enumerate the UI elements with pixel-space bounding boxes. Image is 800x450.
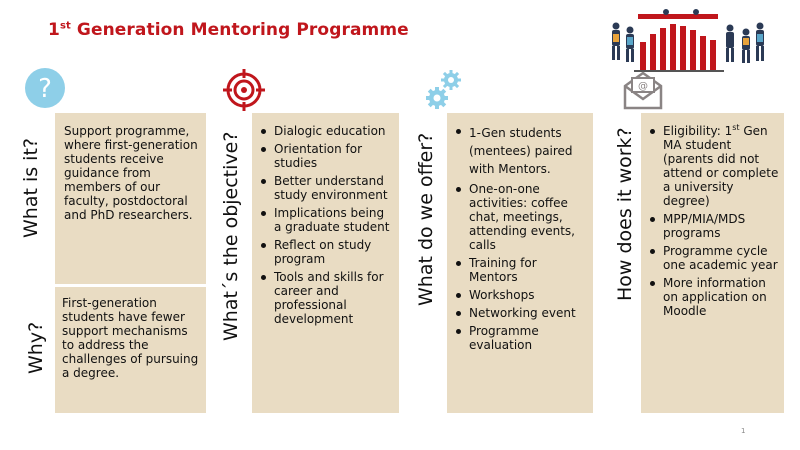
slide-title: 1st Generation Mentoring Programme xyxy=(48,20,409,40)
list-item: Better understand study environment xyxy=(261,174,395,202)
list-item: Dialogic education xyxy=(261,124,395,138)
list-item: More information on application on Moodle xyxy=(650,276,782,318)
offer-list xyxy=(456,124,588,356)
what-is-it-text: Support programme, where first-generation students receive guidance from members of our faculty, postdoctoral and PhD researchers. xyxy=(64,124,198,222)
envelope-icon xyxy=(621,68,665,112)
how-list xyxy=(650,124,782,322)
target-icon xyxy=(222,68,266,112)
what-is-it-label: What is it? xyxy=(20,138,42,238)
question-mark-icon xyxy=(23,66,67,110)
list-item: Implications being a graduate student xyxy=(261,206,395,234)
list-item: MPP/MIA/MDS programs xyxy=(650,212,782,240)
list-item: Training for Mentors xyxy=(456,256,588,284)
list-item: 1-Gen students (mentees) paired with Mentors. xyxy=(456,124,588,178)
gears-icon xyxy=(423,68,467,112)
list-item: Tools and skills for career and professional development xyxy=(261,270,395,326)
how-label: How does it work? xyxy=(614,127,636,301)
page-number: 1 xyxy=(741,427,746,435)
why-text: First-generation students have fewer support mechanisms to address the challenges of pursuing a degree. xyxy=(62,296,199,380)
list-item: One-on-one activities: coffee chat, meetings, attending events, calls xyxy=(456,182,588,252)
list-item: Programme evaluation xyxy=(456,324,588,352)
list-item: Eligibility: 1st Gen MA student (parents did not attend or complete a university degree) xyxy=(650,124,782,208)
why-label: Why? xyxy=(25,321,47,374)
svg-text:@: @ xyxy=(638,81,648,92)
objective-label: What´s the objective? xyxy=(220,131,242,341)
people-illustration-icon xyxy=(600,6,800,74)
list-item: Networking event xyxy=(456,306,588,320)
offer-label: What do we offer? xyxy=(415,132,437,306)
list-item: Reflect on study program xyxy=(261,238,395,266)
list-item: Orientation for studies xyxy=(261,142,395,170)
list-item: Workshops xyxy=(456,288,588,302)
svg-text:?: ? xyxy=(38,74,52,104)
objective-list xyxy=(261,124,395,330)
list-item: Programme cycle one academic year xyxy=(650,244,782,272)
